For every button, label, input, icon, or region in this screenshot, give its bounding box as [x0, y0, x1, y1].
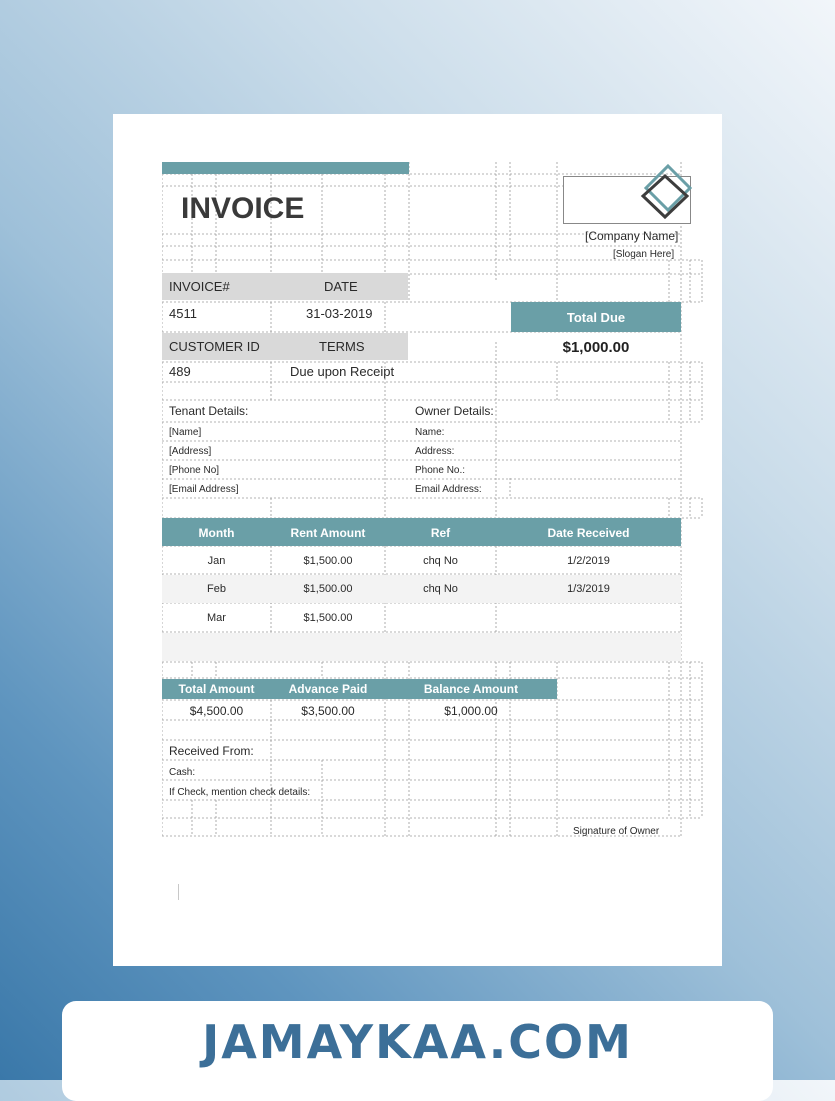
table-cell: Jan: [207, 555, 226, 567]
top-accent-bar: [162, 162, 409, 174]
table-cell: chq No: [423, 555, 458, 567]
table-cell: chq No: [423, 583, 458, 595]
owner-name: Name:: [415, 427, 445, 438]
invoice-no-label: INVOICE#: [169, 279, 230, 294]
received-from-label: Received From:: [169, 744, 254, 758]
invoice-title: INVOICE: [181, 192, 305, 225]
table-cell: 1/3/2019: [567, 583, 610, 595]
company-slogan: [Slogan Here]: [613, 249, 675, 260]
advance-paid-value: $3,500.00: [301, 704, 355, 718]
col-rent-header: Rent Amount: [290, 526, 366, 540]
advance-paid-header: Advance Paid: [288, 682, 368, 696]
invoice-sheet: [113, 114, 722, 966]
total-amount-header: Total Amount: [178, 682, 255, 696]
total-due-value: $1,000.00: [562, 339, 630, 356]
balance-amount-header: Balance Amount: [423, 682, 519, 696]
check-details-label: If Check, mention check details:: [169, 787, 311, 798]
tenant-heading: Tenant Details:: [169, 404, 249, 418]
balance-amount-value: $1,000.00: [444, 704, 498, 718]
owner-email: Email Address:: [415, 484, 482, 495]
text-cursor: [178, 884, 179, 900]
total-amount-value: $4,500.00: [189, 704, 244, 718]
invoice-no-value: 4511: [169, 306, 197, 321]
date-value: 31-03-2019: [306, 306, 373, 321]
signature-label: Signature of Owner: [573, 826, 660, 837]
footer-brand-bar: [62, 1001, 773, 1101]
table-cell: Feb: [207, 583, 226, 595]
terms-label: TERMS: [319, 339, 365, 354]
table-cell: 1/2/2019: [567, 555, 610, 567]
tenant-phone: [Phone No]: [169, 465, 220, 476]
customer-id-value: 489: [169, 364, 191, 379]
table-cell: $1,500.00: [303, 555, 353, 567]
owner-heading: Owner Details:: [415, 404, 494, 418]
date-label: DATE: [324, 279, 358, 294]
terms-value: Due upon Receipt: [290, 364, 395, 379]
owner-phone: Phone No.:: [415, 465, 466, 476]
table-cell: Mar: [207, 612, 226, 624]
total-due-label: Total Due: [566, 310, 626, 325]
table-cell: $1,500.00: [303, 612, 353, 624]
company-logo-icon: [635, 162, 695, 222]
table-cell: $1,500.00: [303, 583, 353, 595]
cash-label: Cash:: [169, 767, 196, 778]
spreadsheet-grid: [162, 162, 704, 838]
footer-brand-text: JAMAYKAA.COM: [202, 1015, 633, 1069]
customer-id-label: CUSTOMER ID: [169, 339, 260, 354]
tenant-address: [Address]: [169, 446, 212, 457]
col-date-received-header: Date Received: [547, 526, 630, 540]
tenant-email: [Email Address]: [169, 484, 239, 495]
col-ref-header: Ref: [430, 526, 451, 540]
company-name: [Company Name]: [585, 229, 679, 243]
col-month-header: Month: [198, 526, 235, 540]
tenant-name: [Name]: [169, 427, 202, 438]
table-row-shade: [162, 633, 681, 661]
owner-address: Address:: [415, 446, 455, 457]
